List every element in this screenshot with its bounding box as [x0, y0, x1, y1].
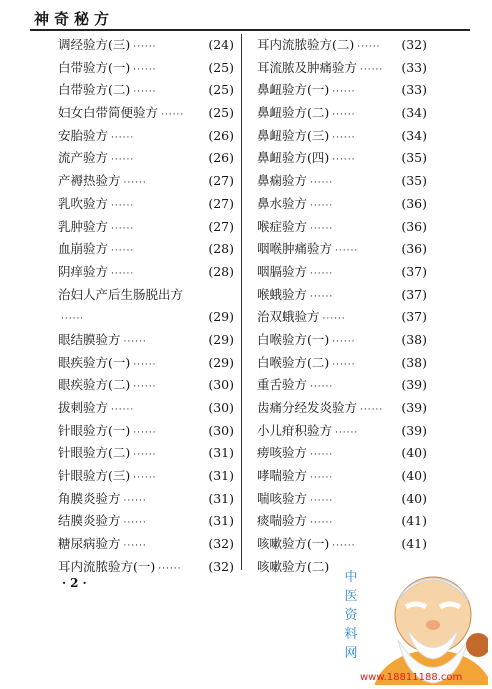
leader-dots: ······ [111, 246, 135, 257]
toc-entry-title: 耳内流脓验方(二) [257, 37, 355, 52]
toc-entry [58, 57, 234, 80]
toc-entry-page: (29) [208, 331, 234, 347]
toc-entry-page: (31) [208, 468, 234, 484]
toc-entry-title: 产褥热验方 [58, 173, 121, 189]
toc-entry [58, 420, 234, 443]
toc-entry-title: 调经验方(三) [58, 37, 131, 52]
toc-entry-page: (30) [208, 400, 234, 415]
toc-entry-page: (36) [401, 195, 427, 211]
toc-entry-page: (30) [208, 422, 234, 438]
toc-entry-page: (38) [401, 354, 427, 370]
leader-dots: ······ [133, 473, 157, 484]
toc-left-column [58, 34, 234, 579]
toc-entry [58, 284, 234, 307]
toc-entry [257, 374, 427, 397]
leader-dots: ······ [161, 110, 185, 121]
toc-entry-title: 眼疾验方(一) [58, 354, 131, 370]
toc-entry-page: (25) [208, 82, 234, 98]
leader-dots: ······ [332, 541, 356, 552]
toc-entry [58, 510, 234, 533]
leader-dots: ······ [310, 291, 334, 302]
toc-entry-title: 齿痛分经发炎验方 [257, 400, 358, 415]
toc-entry [58, 329, 234, 352]
toc-entry [58, 374, 234, 397]
leader-dots: ······ [123, 336, 147, 347]
watermark-url: www.18811188.com [360, 672, 463, 683]
toc-entry-page: (36) [401, 241, 427, 257]
toc-entry-title: 咳嗽验方(一) [257, 536, 330, 552]
toc-entry-title: 痨咳验方 [257, 445, 308, 461]
toc-entry-page: (28) [208, 263, 234, 279]
toc-entry-page: (34) [401, 127, 427, 143]
page-number: ·2· [62, 576, 91, 590]
toc-entry [58, 442, 234, 465]
toc-entry-title: 白喉验方(二) [257, 354, 330, 370]
toc-entry [58, 306, 234, 329]
toc-entry-page: (39) [401, 377, 427, 393]
toc-entry [58, 170, 234, 193]
leader-dots: ······ [310, 518, 334, 529]
toc-entry-page: (40) [401, 445, 427, 461]
toc-entry-page: (37) [401, 286, 427, 302]
leader-dots: ······ [310, 178, 334, 189]
toc-entry-title: 血崩验方 [58, 241, 109, 257]
toc-entry-title: 针眼验方(二) [58, 445, 131, 461]
leader-dots: ······ [158, 563, 182, 574]
toc-entry [58, 216, 234, 239]
toc-entry-page: (27) [208, 218, 234, 234]
toc-entry [58, 34, 234, 57]
toc-entry [257, 329, 427, 352]
toc-entry-page: (31) [208, 513, 234, 529]
toc-entry [257, 306, 427, 329]
toc-entry [257, 465, 427, 488]
leader-dots: ······ [111, 132, 135, 143]
toc-entry-title: 咽喉肿痛验方 [257, 241, 333, 257]
toc-entry-title: 糖尿病验方 [58, 536, 121, 552]
toc-entry-title: 妇女白带简便验方 [58, 105, 159, 121]
toc-entry [257, 261, 427, 284]
leader-dots: ······ [310, 495, 334, 506]
leader-dots: ······ [332, 87, 356, 98]
leader-dots: ······ [332, 110, 356, 121]
toc-entry-title: 鼻衄验方(三) [257, 127, 330, 143]
toc-entry-page: (40) [401, 490, 427, 506]
leader-dots: ······ [133, 427, 157, 438]
toc-entry [257, 238, 427, 261]
leader-dots: ······ [310, 382, 334, 393]
toc-entry [257, 57, 427, 80]
toc-entry [58, 352, 234, 375]
toc-entry-title: 眼结膜验方 [58, 331, 121, 347]
leader-dots: ······ [133, 87, 157, 98]
toc-entry-page: (33) [401, 82, 427, 98]
leader-dots: ······ [123, 495, 147, 506]
toc-entry [257, 420, 427, 443]
toc-entry-page: (32) [401, 37, 427, 52]
toc-entry-title: 鼻衄验方(一) [257, 82, 330, 98]
toc-entry-page: (29) [208, 309, 234, 325]
toc-entry-title: 角膜炎验方 [58, 490, 121, 506]
toc-entry-page: (31) [208, 490, 234, 506]
leader-dots: ······ [123, 178, 147, 189]
toc-entry-page: (37) [401, 309, 427, 325]
toc-entry-page: (32) [208, 536, 234, 552]
toc-entry [58, 465, 234, 488]
toc-entry-title: 白带验方(一) [58, 59, 131, 75]
header-rule [30, 29, 470, 31]
leader-dots: ······ [322, 314, 346, 325]
toc-entry-title: 针眼验方(三) [58, 468, 131, 484]
toc-entry-title: 结膜炎验方 [58, 513, 121, 529]
leader-dots: ······ [332, 155, 356, 166]
leader-dots: ······ [332, 132, 356, 143]
toc-entry-title: 咽膈验方 [257, 263, 308, 279]
toc-entry [58, 125, 234, 148]
toc-entry-title: 喉症验方 [257, 218, 308, 234]
toc-entry-page: (24) [208, 37, 234, 52]
leader-dots: ······ [133, 64, 157, 75]
toc-entry-title: 鼻衄验方(四) [257, 150, 330, 166]
toc-entry-title: 咳嗽验方(二) [257, 558, 330, 574]
toc-entry-title: 白喉验方(一) [257, 331, 330, 347]
leader-dots: ······ [310, 200, 334, 211]
toc-entry-title: 阴痒验方 [58, 263, 109, 279]
leader-dots: ······ [133, 359, 157, 370]
toc-entry [257, 397, 427, 420]
toc-entry [58, 193, 234, 216]
leader-dots: ······ [111, 200, 135, 211]
toc-entry-page: (35) [401, 173, 427, 189]
leader-dots: ······ [360, 405, 384, 415]
toc-entry [257, 125, 427, 148]
toc-entry [58, 397, 234, 420]
toc-entry-page: (40) [401, 468, 427, 484]
toc-entry-page: (35) [401, 150, 427, 166]
toc-entry-page: (41) [401, 536, 427, 552]
toc-entry-title: 痰喘验方 [257, 513, 308, 529]
toc-entry-page: (26) [208, 127, 234, 143]
toc-entry [58, 238, 234, 261]
leader-dots: ······ [111, 405, 135, 415]
leader-dots: ······ [133, 450, 157, 461]
toc-entry-page: (34) [401, 105, 427, 121]
toc-entry-title: 鼻衄验方(二) [257, 105, 330, 121]
leader-dots: ······ [310, 473, 334, 484]
toc-entry-title: 耳内流脓验方(一) [58, 558, 156, 574]
toc-entry-page: (26) [208, 150, 234, 166]
toc-entry-title: 喘咳验方 [257, 490, 308, 506]
toc-entry-title: 哮喘验方 [257, 468, 308, 484]
leader-dots: ······ [360, 64, 384, 75]
toc-entry-title: 眼疾验方(二) [58, 377, 131, 393]
toc-entry-page: (33) [401, 59, 427, 75]
leader-dots: ······ [335, 246, 359, 257]
toc-entry-title: 针眼验方(一) [58, 422, 131, 438]
toc-entry [58, 533, 234, 556]
toc-entry [257, 170, 427, 193]
toc-entry-page: (41) [401, 513, 427, 529]
toc-entry [257, 79, 427, 102]
leader-dots: ······ [332, 336, 356, 347]
toc-entry-page: (36) [401, 218, 427, 234]
toc-entry-page: (37) [401, 263, 427, 279]
leader-dots: ······ [310, 223, 334, 234]
toc-entry-title: 鼻水验方 [257, 195, 308, 211]
toc-entry-title: 小儿疳积验方 [257, 422, 333, 438]
leader-dots: ······ [133, 382, 157, 393]
toc-entry [257, 284, 427, 307]
toc-entry-title: 重舌验方 [257, 377, 308, 393]
toc-entry-title: 喉蛾验方 [257, 286, 308, 302]
column-divider [241, 34, 242, 570]
running-header: 神奇秘方 [34, 10, 115, 28]
toc-entry [58, 488, 234, 511]
toc-entry-title: 乳吹验方 [58, 195, 109, 211]
toc-entry [257, 488, 427, 511]
toc-entry-page: (31) [208, 445, 234, 461]
watermark-text: 中医资料网 [341, 568, 361, 663]
toc-entry-title: 鼻痫验方 [257, 173, 308, 189]
toc-entry [257, 352, 427, 375]
toc-entry-title: 流产验方 [58, 150, 109, 166]
leader-dots: ······ [123, 518, 147, 529]
toc-entry-page: (39) [401, 422, 427, 438]
toc-entry-page: (29) [208, 354, 234, 370]
toc-entry [257, 216, 427, 239]
leader-dots: ······ [133, 42, 157, 52]
leader-dots: ······ [111, 223, 135, 234]
toc-entry-title: 治妇人产后生肠脱出方 [58, 286, 184, 302]
toc-entry-page: (28) [208, 241, 234, 257]
toc-right-column [257, 34, 427, 579]
toc-entry-page: (39) [401, 400, 427, 415]
toc-entry-page: (32) [208, 558, 234, 574]
leader-dots: ······ [310, 268, 334, 279]
leader-dots: ······ [123, 541, 147, 552]
toc-entry [58, 79, 234, 102]
toc-entry [257, 102, 427, 125]
toc-entry [257, 442, 427, 465]
leader-dots: ······ [61, 314, 85, 325]
leader-dots: ······ [335, 427, 359, 438]
toc-entry [257, 147, 427, 170]
toc-entry [58, 147, 234, 170]
toc-entry [257, 34, 427, 57]
toc-entry-page: (25) [208, 59, 234, 75]
toc-entry-page: (38) [401, 331, 427, 347]
toc-entry-page: (25) [208, 105, 234, 121]
toc-entry-title: 安胎验方 [58, 127, 109, 143]
toc-entry [257, 510, 427, 533]
toc-entry-title: 拔刺验方 [58, 400, 109, 415]
leader-dots: ······ [111, 155, 135, 166]
toc-entry [58, 261, 234, 284]
toc-entry-title: 耳流脓及肿痛验方 [257, 59, 358, 75]
toc-entry-title: 乳肿验方 [58, 218, 109, 234]
toc-entry-page: (27) [208, 173, 234, 189]
leader-dots: ······ [111, 268, 135, 279]
toc-entry-page: (27) [208, 195, 234, 211]
toc-entry-title: 治双蛾验方 [257, 309, 320, 325]
toc-entry [58, 102, 234, 125]
toc-entry-title: 白带验方(二) [58, 82, 131, 98]
leader-dots: ······ [357, 42, 381, 52]
leader-dots: ······ [310, 450, 334, 461]
leader-dots: ······ [332, 359, 356, 370]
toc-entry-page: (30) [208, 377, 234, 393]
toc-entry [257, 193, 427, 216]
